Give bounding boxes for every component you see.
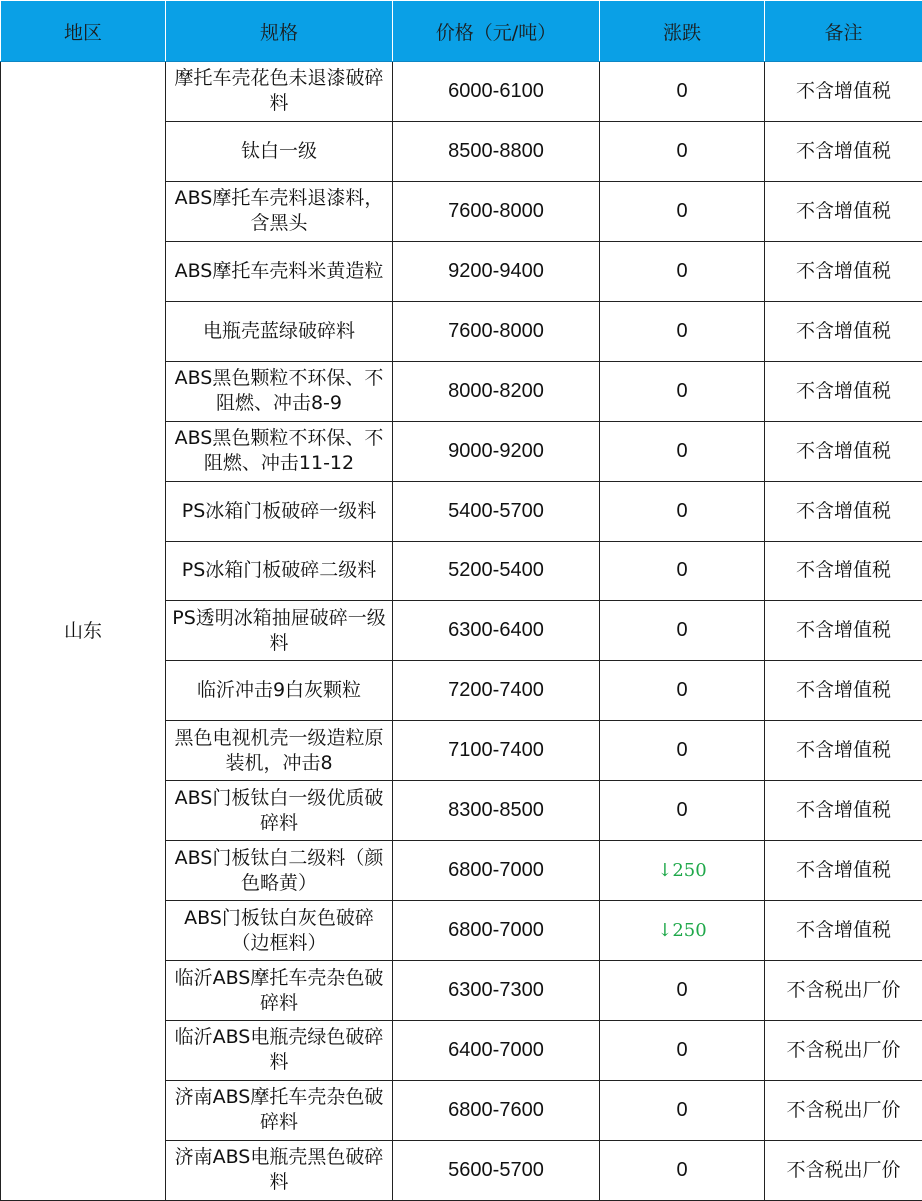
change-cell — [600, 841, 765, 901]
change-value: ↓250 — [657, 920, 707, 942]
spec-cell: 济南ABS电瓶壳黑色破碎料 — [166, 1140, 393, 1200]
header-note: 备注 — [765, 1, 922, 62]
change-cell — [600, 1140, 765, 1200]
price-cell: 5400-5700 — [393, 481, 600, 541]
change-value: 0 — [676, 379, 688, 402]
header-change: 涨跌 — [600, 1, 765, 62]
price-cell: 5200-5400 — [393, 541, 600, 601]
change-cell — [600, 301, 765, 361]
note-cell: 不含税出厂价 — [765, 1140, 922, 1200]
spec-cell: 黑色电视机壳一级造粒原装机，冲击8 — [166, 721, 393, 781]
change-value: 0 — [676, 79, 688, 102]
price-cell: 9200-9400 — [393, 241, 600, 301]
note-cell: 不含增值税 — [765, 661, 922, 721]
change-value: 0 — [676, 979, 688, 1002]
spec-cell: PS透明冰箱抽屉破碎一级料 — [166, 601, 393, 661]
change-value: 0 — [676, 739, 688, 762]
change-cell — [600, 62, 765, 122]
price-cell: 6800-7000 — [393, 901, 600, 961]
table-row — [1, 62, 922, 122]
price-cell: 7600-8000 — [393, 301, 600, 361]
spec-cell: PS冰箱门板破碎一级料 — [166, 481, 393, 541]
spec-cell: ABS门板钛白二级料（颜色略黄） — [166, 841, 393, 901]
spec-cell: 电瓶壳蓝绿破碎料 — [166, 301, 393, 361]
change-value: 0 — [676, 499, 688, 522]
header-price: 价格（元/吨） — [393, 1, 600, 62]
note-cell: 不含增值税 — [765, 421, 922, 481]
spec-cell: PS冰箱门板破碎二级料 — [166, 541, 393, 601]
price-cell: 8000-8200 — [393, 361, 600, 421]
change-cell — [600, 781, 765, 841]
note-cell: 不含增值税 — [765, 901, 922, 961]
table-header — [1, 1, 922, 62]
price-cell: 6300-6400 — [393, 601, 600, 661]
change-cell — [600, 1080, 765, 1140]
note-cell: 不含增值税 — [765, 301, 922, 361]
spec-cell: ABS门板钛白灰色破碎（边框料） — [166, 901, 393, 961]
change-value: 0 — [676, 319, 688, 342]
change-value: ↓250 — [657, 860, 707, 882]
change-cell — [600, 601, 765, 661]
change-value: 0 — [676, 799, 688, 822]
spec-cell: ABS门板钛白一级优质破碎料 — [166, 781, 393, 841]
spec-cell: ABS黑色颗粒不环保、不阻燃、冲击8-9 — [166, 361, 393, 421]
note-cell: 不含税出厂价 — [765, 1080, 922, 1140]
note-cell: 不含增值税 — [765, 62, 922, 122]
header-spec: 规格 — [166, 1, 393, 62]
price-cell: 7100-7400 — [393, 721, 600, 781]
note-cell: 不含税出厂价 — [765, 1021, 922, 1081]
price-cell: 7600-8000 — [393, 181, 600, 241]
change-value: 0 — [676, 259, 688, 282]
note-cell: 不含增值税 — [765, 541, 922, 601]
change-cell — [600, 1021, 765, 1081]
change-cell — [600, 121, 765, 181]
note-cell: 不含增值税 — [765, 781, 922, 841]
change-cell — [600, 361, 765, 421]
change-value: 0 — [676, 439, 688, 462]
price-cell: 9000-9200 — [393, 421, 600, 481]
note-cell: 不含增值税 — [765, 841, 922, 901]
change-value: 0 — [676, 1098, 688, 1121]
change-cell — [600, 421, 765, 481]
note-cell: 不含增值税 — [765, 481, 922, 541]
change-value: 0 — [676, 199, 688, 222]
change-cell — [600, 181, 765, 241]
change-cell — [600, 961, 765, 1021]
price-cell: 6800-7600 — [393, 1080, 600, 1140]
spec-cell: 临沂ABS电瓶壳绿色破碎料 — [166, 1021, 393, 1081]
spec-cell: ABS摩托车壳料退漆料，含黑头 — [166, 181, 393, 241]
change-value: 0 — [676, 679, 688, 702]
price-cell: 6800-7000 — [393, 841, 600, 901]
change-cell — [600, 721, 765, 781]
change-value: 0 — [676, 139, 688, 162]
note-cell: 不含增值税 — [765, 361, 922, 421]
spec-cell: ABS黑色颗粒不环保、不阻燃、冲击11-12 — [166, 421, 393, 481]
change-cell — [600, 241, 765, 301]
price-cell: 6300-7300 — [393, 961, 600, 1021]
price-cell: 7200-7400 — [393, 661, 600, 721]
change-cell — [600, 661, 765, 721]
note-cell: 不含税出厂价 — [765, 961, 922, 1021]
price-cell: 8300-8500 — [393, 781, 600, 841]
price-cell: 6000-6100 — [393, 62, 600, 122]
change-cell — [600, 481, 765, 541]
note-cell: 不含增值税 — [765, 181, 922, 241]
spec-cell: 摩托车壳花色未退漆破碎料 — [166, 62, 393, 122]
price-cell: 8500-8800 — [393, 121, 600, 181]
spec-cell: ABS摩托车壳料米黄造粒 — [166, 241, 393, 301]
change-cell — [600, 541, 765, 601]
spec-cell: 济南ABS摩托车壳杂色破碎料 — [166, 1080, 393, 1140]
spec-cell: 钛白一级 — [166, 121, 393, 181]
change-value: 0 — [676, 619, 688, 642]
note-cell: 不含增值税 — [765, 121, 922, 181]
note-cell: 不含增值税 — [765, 241, 922, 301]
change-value: 0 — [676, 559, 688, 582]
price-cell: 6400-7000 — [393, 1021, 600, 1081]
change-value: 0 — [676, 1038, 688, 1061]
spec-cell: 临沂ABS摩托车壳杂色破碎料 — [166, 961, 393, 1021]
spec-cell: 临沂冲击9白灰颗粒 — [166, 661, 393, 721]
note-cell: 不含增值税 — [765, 601, 922, 661]
table-body — [1, 62, 922, 1201]
price-cell: 5600-5700 — [393, 1140, 600, 1200]
change-cell — [600, 901, 765, 961]
note-cell: 不含增值税 — [765, 721, 922, 781]
change-value: 0 — [676, 1158, 688, 1181]
header-region: 地区 — [1, 1, 166, 62]
region-cell: 山东 — [1, 62, 166, 1201]
header-row — [1, 1, 922, 62]
